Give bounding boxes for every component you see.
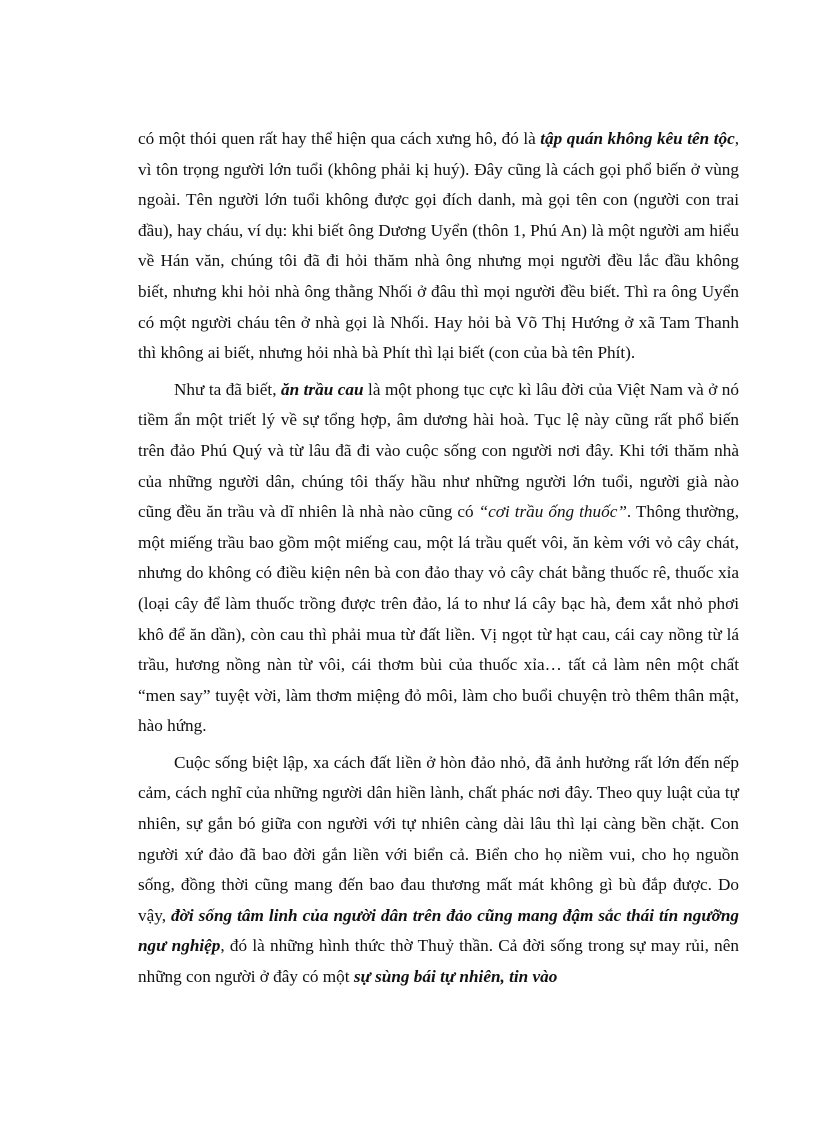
- emphasis-run: sự sùng bái tự nhiên, tin vào: [353, 967, 558, 987]
- emphasis-run: tập quán không kêu tên tộc: [540, 129, 735, 148]
- text-run: Cuộc sống biệt lập, xa cách đất liền ở hòn đảo nhỏ, đã ảnh hưởng rất lớn đến nếp cảm, cách nghĩ của những người dân hiền lành, chất phác nơi đây. Theo quy luật của tự nhiên, sự gắn bó giữa con người với tự nhiên càng dài lâu thì lại càng bền chặt. Con người xứ đảo đã bao đời gắn liền với biển cả. Biển cho họ niềm vui, cho họ nguồn sống, đồng thời cũng mang đến bao đau thương mất mát không gì bù đắp được. Do vậy,: [138, 752, 739, 925]
- text-run: , vì tôn trọng người lớn tuổi (không phải kị huý). Đây cũng là cách gọi phổ biến ở vùng ngoài. Tên người lớn tuổi không được gọi đích danh, mà gọi tên con (người con trai đầu), hay cháu, ví dụ: khi biết ông Dương Uyển (thôn 1, Phú An) là một người am hiểu về Hán văn, chúng tôi đã đi hỏi thăm nhà ông nhưng mọi người đều lắc đầu không biết, nhưng khi hỏi nhà ông thằng Nhối ở đâu thì mọi người đều biết. Thì ra ông Uyển có một người cháu tên ở nhà gọi là Nhối. Hay hỏi bà Võ Thị Hướng ở xã Tam Thanh thì không ai biết, nhưng hỏi nhà bà Phít thì lại biết (con của bà tên Phít).: [138, 129, 740, 363]
- document-page: [138, 124, 739, 993]
- text-run: có một thói quen rất hay thể hiện qua cách xưng hô, đó là: [138, 129, 541, 148]
- text-run: . Thông thường, một miếng trầu bao gồm một miếng cau, một lá trầu quết vôi, ăn kèm với vỏ cây chát, nhưng do không có điều kiện nên bà con đảo thay vỏ cây chát bằng thuốc rê, thuốc xỉa (loại cây để làm thuốc trồng được trên đảo, lá to như lá cây bạc hà, đem xắt nhỏ phơi khô để ăn dần), còn cau thì phải mua từ đất liền. Vị ngọt từ hạt cau, cái cay nồng từ lá trầu, hương nồng nàn từ vôi, cái thơm bùi của thuốc xỉa… tất cả làm nên một chất “men say” tuyệt vời, làm thơm miệng đỏ môi, làm cho buổi chuyện trò thêm thân mật, hào hứng.: [138, 502, 740, 736]
- paragraph-2: [138, 375, 739, 742]
- text-run: Như ta đã biết,: [174, 379, 281, 399]
- text-run: là một phong tục cực kì lâu đời của Việt Nam và ở nó tiềm ẩn một triết lý về sự tổng hợp, âm dương hài hoà. Tục lệ này cũng rất phổ biến trên đảo Phú Quý và từ lâu đã đi vào cuộc sống con người nơi đây. Khi tới thăm nhà của những người dân, chúng tôi thấy hầu như những người lớn tuổi, người già nào cũng đều ăn trầu và dĩ nhiên là nhà nào cũng có: [138, 379, 739, 522]
- paragraph-3: [138, 748, 739, 993]
- emphasis-run: ăn trầu cau: [281, 379, 364, 399]
- text-run: , đó là những hình thức thờ Thuỷ thần. Cả đời sống trong sự may rủi, nên những con người ở đây có một: [138, 936, 739, 987]
- paragraph-1: [138, 124, 739, 369]
- italic-quote-run: “cơi trầu ống thuốc”: [478, 502, 627, 522]
- emphasis-run: đời sống tâm linh của người dân trên đảo cũng mang đậm sắc thái tín ngưỡng ngư nghiệp: [138, 905, 740, 956]
